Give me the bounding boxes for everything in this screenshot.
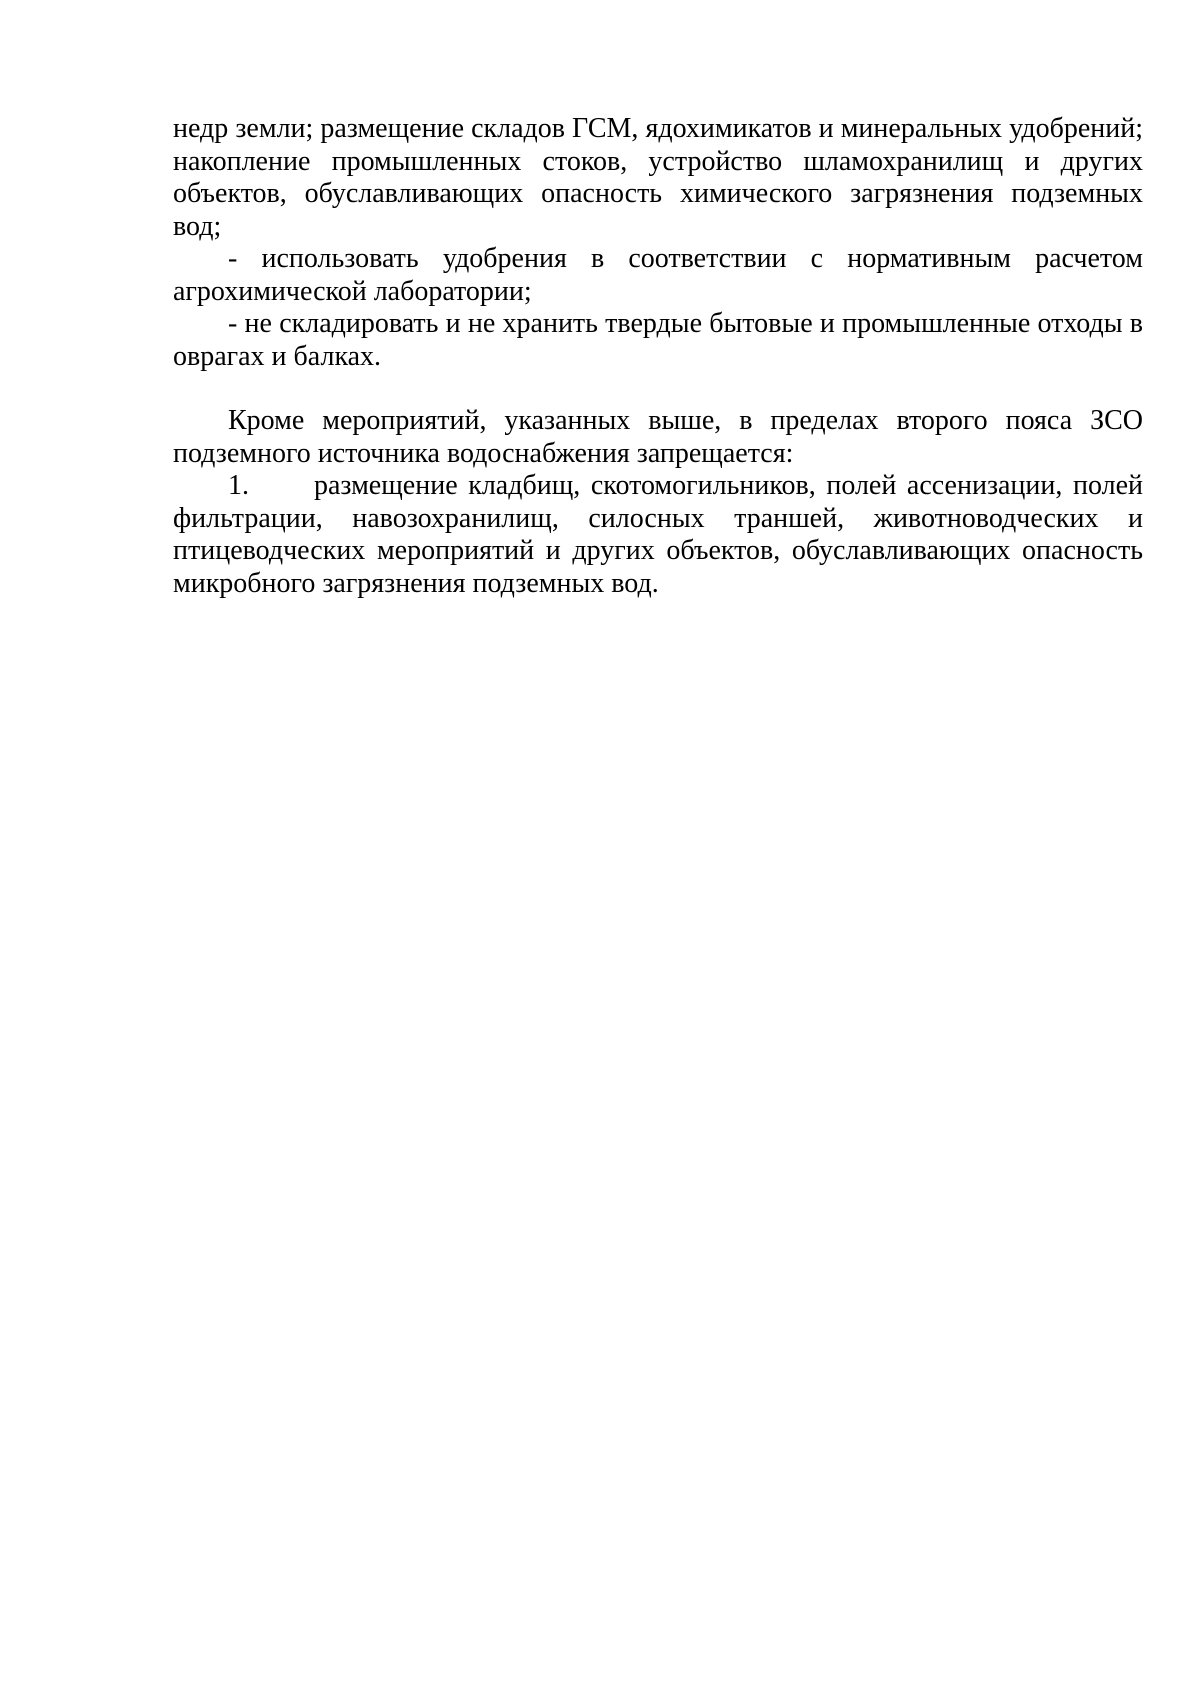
document-body [173,113,1143,600]
paragraph-continuation: недр земли; размещение складов ГСМ, ядохимикатов и минеральных удобрений; накопление промышленных стоков, устройство шламохранилищ и других объектов, обуславливающих опасность химического загрязнения подземных вод; [173,113,1143,242]
list-item-text: размещение кладбищ, скотомогильников, полей ассенизации, полей фильтрации, навозохранилищ, силосных траншей, животноводческих и птицеводческих мероприятий и других объектов, обуславливающих опасность микробного загрязнения подземных вод. [173,470,1143,599]
list-item-1 [173,470,1143,600]
paragraph-second-belt-intro: Кроме мероприятий, указанных выше, в пределах второго пояса ЗСО подземного источника водоснабжения запрещается: [173,405,1143,469]
list-item-number: 1. [228,470,249,501]
paragraph-waste-storage: - не складировать и не хранить твердые бытовые и промышленные отходы в оврагах и балках. [173,308,1143,372]
paragraph-fertilizer-use: - использовать удобрения в соответствии с нормативным расчетом агрохимической лаборатории; [173,243,1143,307]
paragraph-spacer [173,373,1143,405]
